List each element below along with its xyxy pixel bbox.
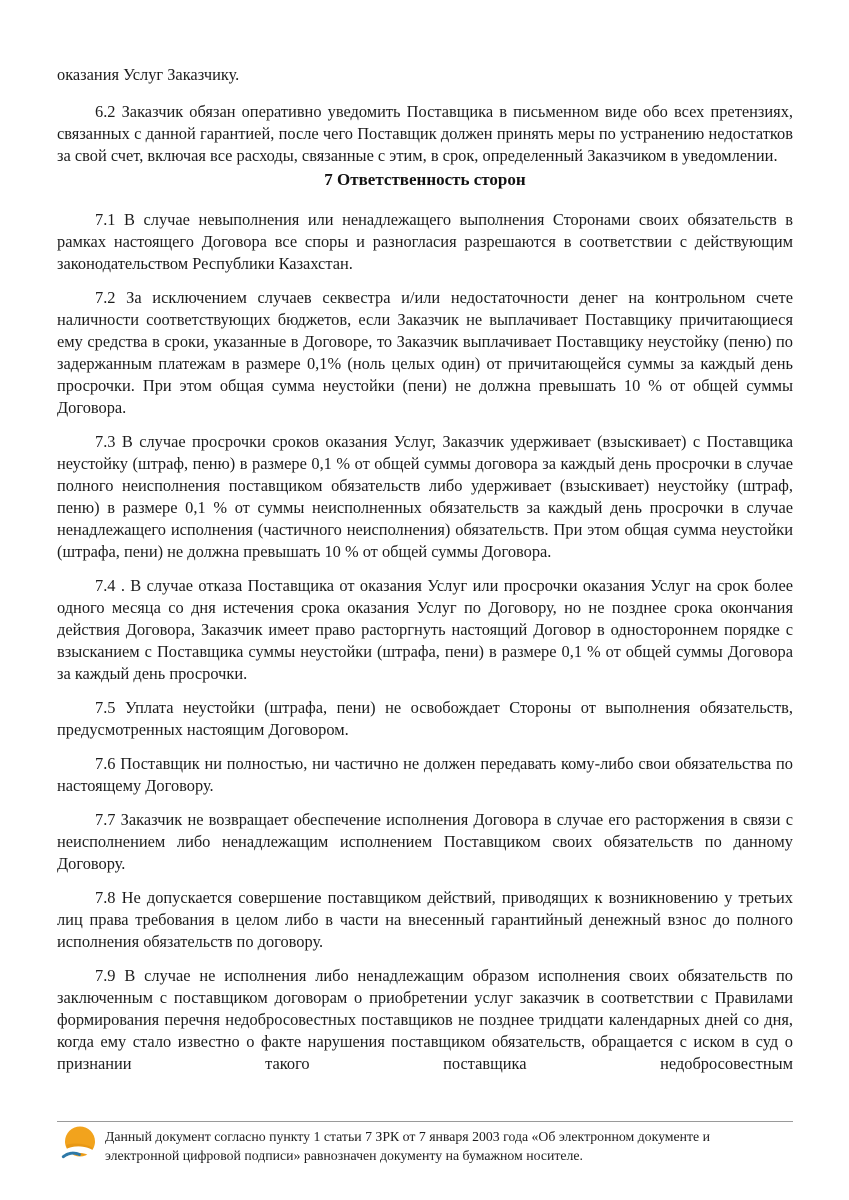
- footer-note-text: Данный документ согласно пункту 1 статьи 7 ЗРК от 7 января 2003 года «Об электронном документе и электронной цифровой подписи» равнозначен документу на бумажном носителе.: [105, 1129, 711, 1163]
- clause-7-5-paragraph: 7.5 Уплата неустойки (штрафа, пени) не освобождает Стороны от выполнения обязательств, предусмотренных настоящим Договором.: [57, 698, 793, 739]
- clause-7-4-paragraph: 7.4 . В случае отказа Поставщика от оказания Услуг или просрочки оказания Услуг на срок более одного месяца со дня истечения срока оказания Услуг по Договору, но не позднее срока окончания действия Договора, Заказчик имеет право расторгнуть настоящий Договор в одностороннем порядке с взысканием с Поставщика суммы неустойки (штрафа, пени) в размере 0,1 % от общей суммы Договора за каждый день просрочки.: [57, 576, 793, 683]
- continuation-paragraph: оказания Услуг Заказчику.: [57, 65, 240, 84]
- clause-7-3-paragraph: 7.3 В случае просрочки сроков оказания Услуг, Заказчик удерживает (взыскивает) с Поставщика неустойку (штраф, пеню) в размере 0,1 % от общей суммы договора за каждый день просрочки в случае полного неисполнения поставщиком обязательств либо удерживает (взыскивает) неустойку (штраф, пеню) в размере 0,1 % от суммы неисполненных обязательств за каждый день просрочки в случае ненадлежащего исполнения (частичного неисполнения) обязательств. При этом общая сумма неустойки (штрафа, пени) не должна превышать 10 % от общей суммы Договора.: [57, 432, 793, 561]
- clause-7-2-paragraph: 7.2 За исключением случаев секвестра и/или недостаточности денег на контрольном счете наличности соответствующих бюджетов, если Заказчик не выплачивает Поставщику причитающиеся ему средства в сроки, указанные в Договоре, то Заказчик выплачивает Поставщику неустойку (пеню) по задержанным платежам в размере 0,1% (ноль целых один) от причитающейся суммы за каждый день просрочки. При этом общая сумма неустойки (пени) не должна превышать 10 % от общей суммы Договора.: [57, 288, 793, 417]
- clause-7-8-paragraph: 7.8 Не допускается совершение поставщиком действий, приводящих к возникновению у третьих лиц права требования в целом либо в части на внесенный гарантийный денежный взнос до полного исполнения обязательств по договору.: [57, 888, 793, 951]
- footer: [59, 1125, 747, 1167]
- section-7-heading: 7 Ответственность сторон: [324, 170, 526, 189]
- document-body: [57, 64, 793, 1075]
- clause-7-1-paragraph: 7.1 В случае невыполнения или ненадлежащего выполнения Сторонами своих обязательств в рамках настоящего Договора все споры и разногласия разрешаются в соответствии с действующим законодательством Республики Казахстан.: [57, 210, 793, 273]
- clause-6-2-paragraph: 6.2 Заказчик обязан оперативно уведомить Поставщика в письменном виде обо всех претензиях, связанных с данной гарантией, после чего Поставщик должен принять меры по устранению недостатков за свой счет, включая все расходы, связанные с этим, в срок, определенный Заказчиком в уведомлении.: [57, 102, 793, 165]
- clause-7-7-paragraph: 7.7 Заказчик не возвращает обеспечение исполнения Договора в случае его расторжения в связи с неисполнением либо ненадлежащим исполнением Поставщиком своих обязательств по данному Договору.: [57, 810, 793, 873]
- clause-7-6-paragraph: 7.6 Поставщик ни полностью, ни частично не должен передавать кому-либо свои обязательства по настоящему Договору.: [57, 754, 793, 795]
- clause-7-9-paragraph: 7.9 В случае не исполнения либо ненадлежащим образом исполнения своих обязательств по заключенным с поставщиком договорам о приобретении услуг заказчик в соответствии с Правилами формирования перечня недобросовестных поставщиков не позднее тридцати календарных дней со дня, когда ему стало известно о факте нарушения поставщиком обязательств, обращается с иском в суд о признании такого поставщика недобросовестным: [57, 966, 793, 1073]
- footer-separator-line: [57, 1121, 793, 1122]
- goszakup-logo-icon: [59, 1125, 99, 1167]
